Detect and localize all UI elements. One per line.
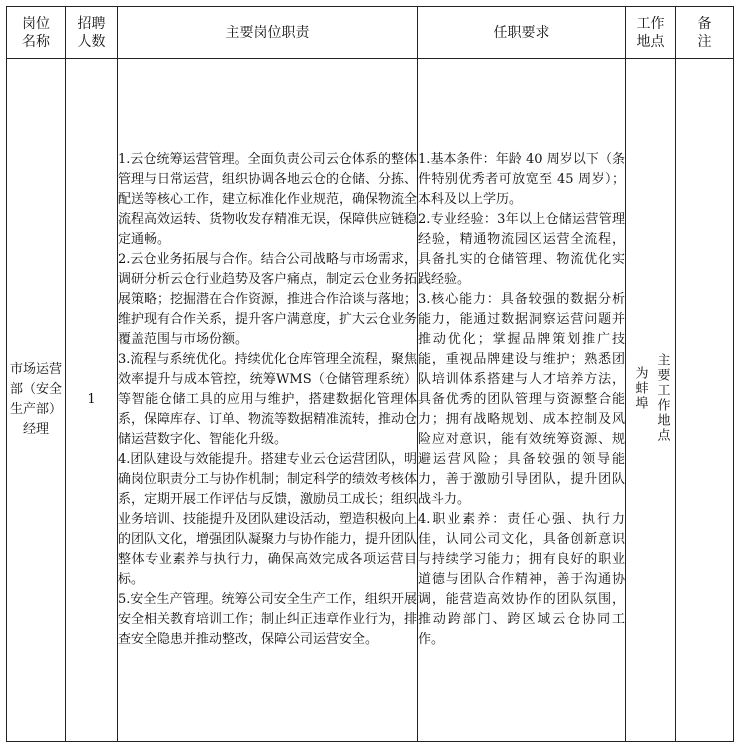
notes-cell <box>676 59 734 742</box>
position-title-cell: 市场运营部（安全生产部）经理 <box>7 59 66 742</box>
duty-item: 3.流程与系统优化。持续优化仓库管理全流程，聚焦效率提升与成本管控，统筹WMS（仓储管理系统）等智能仓储工具的应用与维护，搭建数据化管理体系，保障库存、订单、物流等数据精准流转，推动仓储运营数字化、智能化升级。 <box>118 352 418 447</box>
header-requirements: 任职要求 <box>418 7 626 59</box>
requirements-cell <box>418 59 626 742</box>
header-notes: 备注 <box>676 7 734 59</box>
duty-item: 2.云仓业务拓展与合作。结合公司战略与市场需求，调研分析云仓行业趋势及客户痛点，制定云仓业务拓展策略；挖掘潜在合作资源，推进合作洽谈与落地；维护现有合作关系，提升客户满意度，扩大云仓业务覆盖范围与市场份额。 <box>118 252 418 347</box>
job-row <box>7 59 734 742</box>
duties-cell <box>118 59 418 742</box>
duty-item: 5.安全生产管理。统筹公司安全生产工作，组织开展安全相关教育培训工作；制止纠正违章作业行为，排查安全隐患并推动整改，保障公司运营安全。 <box>118 592 418 647</box>
duty-item: 4.团队建设与效能提升。搭建专业云仓运营团队，明确岗位职责分工与协作机制；制定科学的绩效考核体系，定期开展工作评估与反馈，激励员工成长；组织业务培训、技能提升及团队建设活动，塑造积极向上的团队文化，增强团队凝聚力与协作能力，提升团队整体专业素养与执行力，确保高效完成各项运营目标。 <box>118 452 418 587</box>
duty-item: 1.云仓统筹运营管理。全面负责公司云仓体系的整体管理与日常运营，组织协调各地云仓的仓储、分拣、配送等核心工作，建立标准化作业规范，确保物流全流程高效运转、货物收发存精准无误，保障供应链稳定通畅。 <box>118 152 418 247</box>
header-position-title: 岗位名称 <box>7 7 66 59</box>
location-line-1: 主要工作地点 <box>654 353 670 443</box>
location-text <box>631 353 671 443</box>
header-location: 工作地点 <box>626 7 676 59</box>
requirement-item: 1.基本条件：年龄 40 周岁以下（条件特别优秀者可放宽至 45 周岁）；本科及以上学历。 <box>418 152 625 207</box>
location-cell <box>626 59 676 742</box>
header-row <box>7 7 734 59</box>
header-duties: 主要岗位职责 <box>118 7 418 59</box>
job-posting-table <box>6 6 734 742</box>
requirement-item: 4.职业素养：责任心强、执行力佳，认同公司文化，具备创新意识与持续学习能力；拥有良好的职业道德与团队合作精神，善于沟通协调，能营造高效协作的团队氛围，推动跨部门、跨区域云仓协同工作。 <box>418 512 625 647</box>
headcount-cell: 1 <box>66 59 118 742</box>
requirement-item: 2.专业经验：3年以上仓储运营管理经验，精通物流园区运营全流程，具备扎实的仓储管理、物流优化实践经验。 <box>418 212 625 287</box>
location-line-2: 为蚌埠 <box>632 365 648 411</box>
header-headcount: 招聘人数 <box>66 7 118 59</box>
requirement-item: 3.核心能力：具备较强的数据分析能力，能通过数据洞察运营问题并推动优化；掌握品牌策划推广技能，重视品牌建设与维护；熟悉团队培训体系搭建与人才培养方法，具备优秀的团队管理与资源整合能力；拥有战略规划、成本控制及风险应对意识，能有效统筹资源、规避运营风险；具备较强的领导能力，善于激励引导团队，提升团队战斗力。 <box>418 292 625 507</box>
